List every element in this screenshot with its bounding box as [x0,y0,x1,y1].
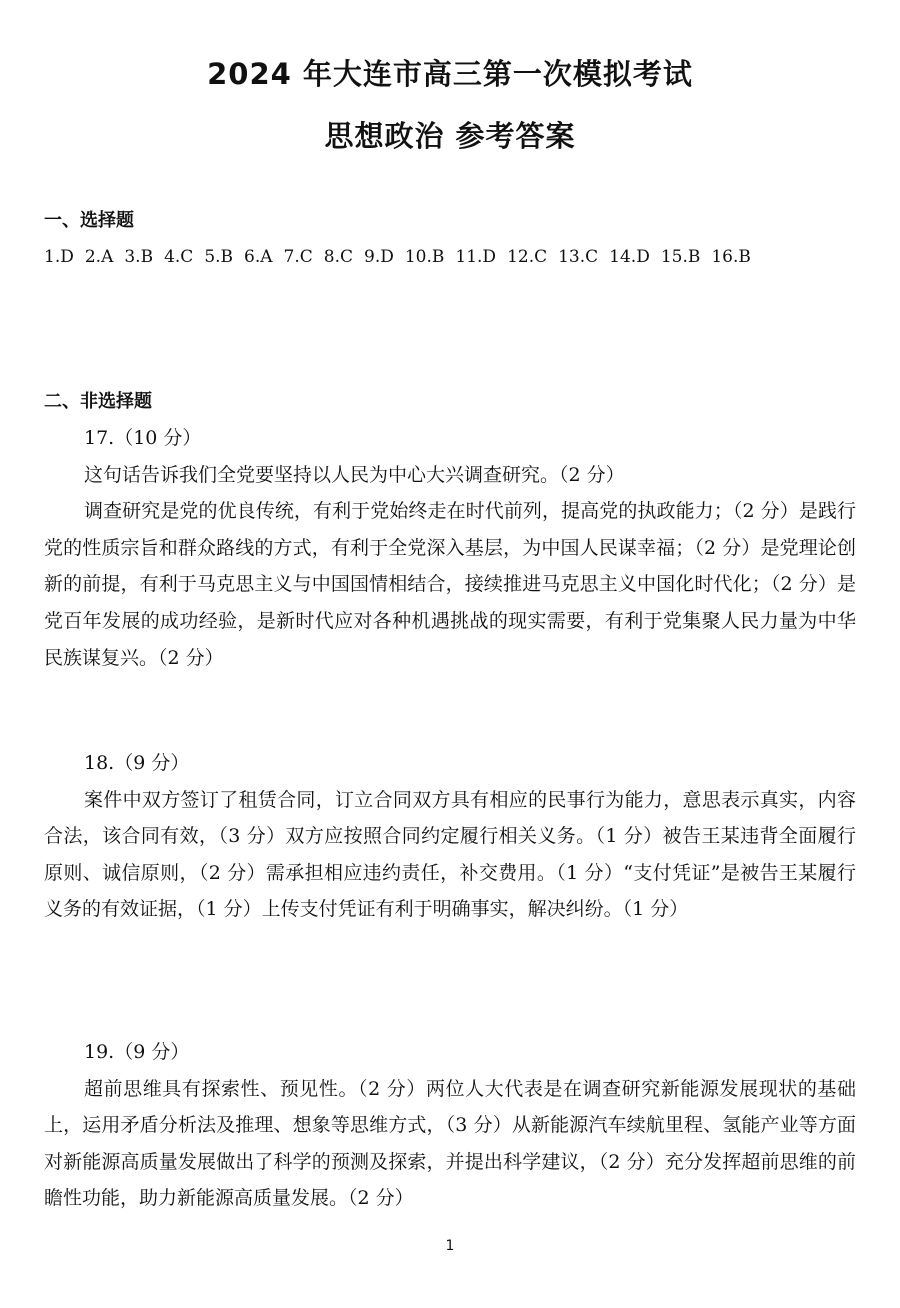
choice-answer: 3.B [124,247,154,267]
section-heading-choice: 一、选择题 [44,210,134,231]
question-label: 17.（10 分） [84,427,202,449]
question-label: 19.（9 分） [84,1041,190,1063]
choice-answer: 13.C [558,247,599,267]
question-18 [44,745,856,928]
choice-answer: 10.B [404,247,445,267]
choice-answer-list [44,239,854,276]
choice-answer: 5.B [204,247,234,267]
choice-answer: 7.C [283,247,313,267]
answer-paragraph: 超前思维具有探索性、预见性。（2 分）两位人大代表是在调查研究新能源发展现状的基础上，运用矛盾分析法及推理、想象等思维方式，（3 分）从新能源汽车续航里程、氢能产业等方面对新能源高质量发展做出了科学的预测及探索，并提出科学建议，（2 分）充分发挥超前思维的前瞻性功能，助力新能源高质量发展。（2 分） [44,1077,856,1210]
answer-paragraph: 这句话告诉我们全党要坚持以人民为中心大兴调查研究。（2 分） [84,463,625,486]
question-19 [44,1034,856,1217]
choice-answer: 12.C [507,247,548,267]
answer-paragraph: 案件中双方签订了租赁合同，订立合同双方具有相应的民事行为能力，意思表示真实，内容合法，该合同有效，（3 分）双方应按照合同约定履行相关义务。（1 分）被告王某违背全面履行原则、诚信原则，（2 分）需承担相应违约责任，补交费用。（1 分）“支付凭证”是被告王某履行义务的有效证据，（1 分）上传支付凭证有利于明确事实，解决纠纷。（1 分） [44,788,856,921]
choice-answer: 16.B [711,247,751,267]
choice-answer: 8.C [323,247,353,267]
page-number: 1 [445,1238,455,1254]
question-label: 18.（9 分） [84,752,190,774]
choice-answer: 11.D [455,247,497,267]
document-subtitle: 思想政治 参考答案 [324,119,576,153]
choice-answer: 14.D [609,247,650,267]
document-title: 2024 年大连市高三第一次模拟考试 [207,57,693,91]
choice-answer: 9.D [364,247,394,267]
choice-answer: 1.D [44,247,74,267]
question-17 [44,420,856,676]
choice-answer: 15.B [660,247,701,267]
choice-answer: 2.A [84,247,114,267]
choice-answer: 4.C [164,247,194,267]
answer-paragraph: 调查研究是党的优良传统，有利于党始终走在时代前列，提高党的执政能力；（2 分）是践行党的性质宗旨和群众路线的方式，有利于全党深入基层，为中国人民谋幸福；（2 分）是党理论创新的前提，有利于马克思主义与中国国情相结合，接续推进马克思主义中国化时代化；（2 分）是党百年发展的成功经验，是新时代应对各种机遇挑战的现实需要，有利于党集聚人民力量为中华民族谋复兴。（2 分） [44,500,856,669]
section-heading-non-choice: 二、非选择题 [44,391,152,412]
choice-answer: 6.A [244,247,273,267]
